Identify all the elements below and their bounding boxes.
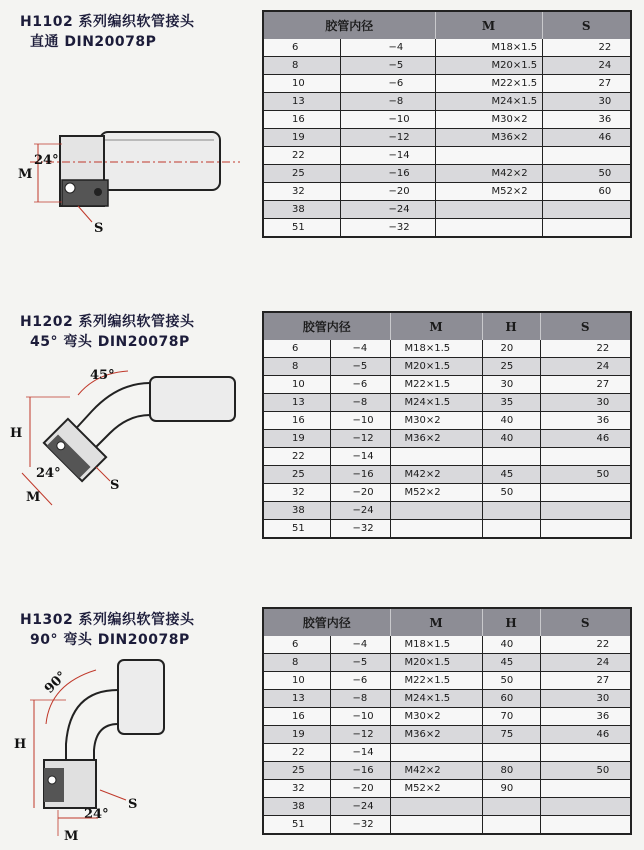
table-row bbox=[263, 57, 631, 75]
table-row bbox=[263, 502, 631, 520]
cell-s bbox=[540, 484, 631, 502]
cell-m: M24×1.5 bbox=[390, 690, 482, 708]
cell-m: M18×1.5 bbox=[390, 636, 482, 654]
cell-m bbox=[390, 520, 482, 539]
cell-bore: 19 bbox=[263, 430, 330, 448]
table-row bbox=[263, 219, 631, 238]
title-line2: 45° 弯头 DIN20078P bbox=[30, 334, 190, 350]
table-row bbox=[263, 672, 631, 690]
cell-dash: −20 bbox=[340, 183, 435, 201]
cell-bore: 10 bbox=[263, 672, 330, 690]
angle-label: 24° bbox=[84, 807, 109, 822]
cell-bore: 13 bbox=[263, 93, 340, 111]
cell-m: M22×1.5 bbox=[435, 75, 542, 93]
cell-s bbox=[540, 520, 631, 539]
cell-dash: −8 bbox=[330, 690, 390, 708]
table-row bbox=[263, 165, 631, 183]
spec-table-h1202 bbox=[262, 311, 632, 539]
cell-m: M36×2 bbox=[435, 129, 542, 147]
cell-bore: 51 bbox=[263, 520, 330, 539]
table-row bbox=[263, 636, 631, 654]
cell-dash: −4 bbox=[330, 340, 390, 358]
cell-s bbox=[540, 798, 631, 816]
cell-s: 46 bbox=[542, 129, 631, 147]
cell-dash: −5 bbox=[330, 654, 390, 672]
cell-dash: −16 bbox=[340, 165, 435, 183]
cell-m bbox=[390, 448, 482, 466]
cell-s: 46 bbox=[540, 430, 631, 448]
cell-dash: −5 bbox=[330, 358, 390, 376]
cell-h: 70 bbox=[482, 708, 540, 726]
header-hose-id: 胶管内径 bbox=[263, 608, 390, 636]
cell-dash: −12 bbox=[330, 726, 390, 744]
cell-bore: 25 bbox=[263, 466, 330, 484]
cell-h: 40 bbox=[482, 412, 540, 430]
angle-label: 24° bbox=[36, 466, 61, 481]
header-hose-id: 胶管内径 bbox=[263, 312, 390, 340]
cell-bore: 16 bbox=[263, 708, 330, 726]
cell-m: M30×2 bbox=[435, 111, 542, 129]
cell-s: 22 bbox=[540, 636, 631, 654]
cell-h bbox=[482, 816, 540, 835]
cell-dash: −10 bbox=[330, 708, 390, 726]
cell-m: M42×2 bbox=[390, 466, 482, 484]
cell-h: 60 bbox=[482, 690, 540, 708]
cell-bore: 22 bbox=[263, 448, 330, 466]
cell-h bbox=[482, 448, 540, 466]
elbow-45-fitting-drawing bbox=[0, 355, 255, 525]
cell-dash: −8 bbox=[340, 93, 435, 111]
cell-dash: −20 bbox=[330, 484, 390, 502]
cell-dash: −32 bbox=[340, 219, 435, 238]
spec-table-h1102 bbox=[262, 10, 632, 238]
cell-dash: −10 bbox=[340, 111, 435, 129]
dim-s-label: S bbox=[128, 797, 138, 812]
cell-m: M42×2 bbox=[390, 762, 482, 780]
table-row bbox=[263, 690, 631, 708]
cell-dash: −14 bbox=[330, 448, 390, 466]
header-hose-id: 胶管内径 bbox=[263, 11, 435, 39]
cell-h bbox=[482, 798, 540, 816]
elbow-90-fitting-drawing bbox=[0, 650, 255, 845]
table-row bbox=[263, 816, 631, 835]
cell-bore: 51 bbox=[263, 219, 340, 238]
table-row bbox=[263, 358, 631, 376]
title-line2: 直通 DIN20078P bbox=[30, 34, 157, 50]
cell-m bbox=[390, 502, 482, 520]
cell-m bbox=[435, 147, 542, 165]
cell-bore: 16 bbox=[263, 412, 330, 430]
cell-s: 46 bbox=[540, 726, 631, 744]
cell-s bbox=[542, 147, 631, 165]
cell-bore: 19 bbox=[263, 726, 330, 744]
table-row bbox=[263, 93, 631, 111]
dim-s-label: S bbox=[94, 221, 104, 236]
cell-dash: −20 bbox=[330, 780, 390, 798]
table-row bbox=[263, 744, 631, 762]
header-h: H bbox=[482, 608, 540, 636]
cell-bore: 16 bbox=[263, 111, 340, 129]
cell-dash: −12 bbox=[340, 129, 435, 147]
cell-m: M18×1.5 bbox=[435, 39, 542, 57]
cell-bore: 38 bbox=[263, 502, 330, 520]
cell-m: M36×2 bbox=[390, 430, 482, 448]
table-row bbox=[263, 183, 631, 201]
cell-m: M52×2 bbox=[390, 780, 482, 798]
cell-dash: −32 bbox=[330, 520, 390, 539]
cell-m bbox=[390, 744, 482, 762]
title-line2: 90° 弯头 DIN20078P bbox=[30, 632, 190, 648]
cell-h bbox=[482, 744, 540, 762]
table-row bbox=[263, 111, 631, 129]
cell-s: 27 bbox=[540, 672, 631, 690]
cell-m: M20×1.5 bbox=[390, 358, 482, 376]
cell-bore: 6 bbox=[263, 636, 330, 654]
cell-dash: −4 bbox=[340, 39, 435, 57]
cell-dash: −4 bbox=[330, 636, 390, 654]
cell-h: 35 bbox=[482, 394, 540, 412]
cell-bore: 8 bbox=[263, 358, 330, 376]
dim-h-label: H bbox=[10, 426, 23, 441]
cell-m: M52×2 bbox=[435, 183, 542, 201]
cell-bore: 22 bbox=[263, 147, 340, 165]
cell-m bbox=[435, 201, 542, 219]
cell-h: 50 bbox=[482, 672, 540, 690]
cell-dash: −8 bbox=[330, 394, 390, 412]
table-row bbox=[263, 430, 631, 448]
cell-h: 30 bbox=[482, 376, 540, 394]
table-row bbox=[263, 75, 631, 93]
cell-s: 50 bbox=[540, 762, 631, 780]
header-h: H bbox=[482, 312, 540, 340]
table-body bbox=[263, 340, 631, 538]
cell-m bbox=[390, 816, 482, 835]
cell-m: M42×2 bbox=[435, 165, 542, 183]
section-title bbox=[20, 312, 195, 352]
cell-h: 45 bbox=[482, 654, 540, 672]
cell-s: 24 bbox=[540, 654, 631, 672]
cell-m: M24×1.5 bbox=[390, 394, 482, 412]
cell-s: 36 bbox=[540, 412, 631, 430]
angle-top-label: 45° bbox=[90, 368, 115, 383]
cell-s: 27 bbox=[542, 75, 631, 93]
table-row bbox=[263, 147, 631, 165]
cell-dash: −14 bbox=[330, 744, 390, 762]
cell-m: M24×1.5 bbox=[435, 93, 542, 111]
dim-s-label: S bbox=[110, 478, 120, 493]
cell-s bbox=[540, 448, 631, 466]
section-title bbox=[20, 12, 195, 52]
cell-s: 22 bbox=[540, 340, 631, 358]
cell-bore: 6 bbox=[263, 39, 340, 57]
cell-s: 50 bbox=[542, 165, 631, 183]
cell-m bbox=[390, 798, 482, 816]
cell-dash: −24 bbox=[340, 201, 435, 219]
cell-bore: 13 bbox=[263, 394, 330, 412]
cell-m: M22×1.5 bbox=[390, 376, 482, 394]
cell-dash: −12 bbox=[330, 430, 390, 448]
table-row bbox=[263, 520, 631, 539]
cell-m: M30×2 bbox=[390, 412, 482, 430]
header-s: S bbox=[540, 312, 631, 340]
cell-dash: −10 bbox=[330, 412, 390, 430]
cell-h: 80 bbox=[482, 762, 540, 780]
angle-label: 24° bbox=[34, 153, 59, 168]
cell-m: M30×2 bbox=[390, 708, 482, 726]
dim-h-label: H bbox=[14, 737, 27, 752]
table-row bbox=[263, 654, 631, 672]
table-row bbox=[263, 798, 631, 816]
cell-h: 90 bbox=[482, 780, 540, 798]
table-row bbox=[263, 484, 631, 502]
cell-bore: 8 bbox=[263, 57, 340, 75]
cell-s: 36 bbox=[542, 111, 631, 129]
cell-m: M52×2 bbox=[390, 484, 482, 502]
cell-bore: 10 bbox=[263, 75, 340, 93]
cell-m: M22×1.5 bbox=[390, 672, 482, 690]
cell-dash: −6 bbox=[340, 75, 435, 93]
cell-s: 50 bbox=[540, 466, 631, 484]
cell-h: 50 bbox=[482, 484, 540, 502]
title-line1: H1202 系列编织软管接头 bbox=[20, 314, 195, 330]
header-s: S bbox=[542, 11, 631, 39]
title-line1: H1102 系列编织软管接头 bbox=[20, 14, 195, 30]
cell-bore: 22 bbox=[263, 744, 330, 762]
cell-dash: −32 bbox=[330, 816, 390, 835]
cell-dash: −16 bbox=[330, 466, 390, 484]
table-body bbox=[263, 39, 631, 237]
cell-h: 40 bbox=[482, 430, 540, 448]
table-row bbox=[263, 726, 631, 744]
cell-dash: −24 bbox=[330, 502, 390, 520]
dim-m-label: M bbox=[18, 167, 33, 182]
table-row bbox=[263, 708, 631, 726]
header-m: M bbox=[390, 312, 482, 340]
cell-bore: 13 bbox=[263, 690, 330, 708]
cell-s: 30 bbox=[542, 93, 631, 111]
straight-fitting-drawing bbox=[0, 110, 255, 250]
angle-top-label: 90° bbox=[41, 668, 70, 697]
cell-bore: 38 bbox=[263, 798, 330, 816]
table-row bbox=[263, 129, 631, 147]
cell-s bbox=[540, 780, 631, 798]
title-line1: H1302 系列编织软管接头 bbox=[20, 612, 195, 628]
cell-bore: 25 bbox=[263, 762, 330, 780]
cell-s: 24 bbox=[542, 57, 631, 75]
cell-bore: 32 bbox=[263, 183, 340, 201]
cell-s: 24 bbox=[540, 358, 631, 376]
table-row bbox=[263, 762, 631, 780]
cell-s bbox=[542, 219, 631, 238]
cell-s bbox=[540, 816, 631, 835]
cell-m: M20×1.5 bbox=[390, 654, 482, 672]
spec-table-h1302 bbox=[262, 607, 632, 835]
cell-bore: 32 bbox=[263, 780, 330, 798]
cell-m: M36×2 bbox=[390, 726, 482, 744]
cell-bore: 51 bbox=[263, 816, 330, 835]
cell-bore: 8 bbox=[263, 654, 330, 672]
cell-bore: 38 bbox=[263, 201, 340, 219]
cell-bore: 6 bbox=[263, 340, 330, 358]
cell-bore: 19 bbox=[263, 129, 340, 147]
cell-m: M20×1.5 bbox=[435, 57, 542, 75]
cell-bore: 25 bbox=[263, 165, 340, 183]
cell-dash: −5 bbox=[340, 57, 435, 75]
cell-m bbox=[435, 219, 542, 238]
cell-s bbox=[542, 201, 631, 219]
cell-h: 40 bbox=[482, 636, 540, 654]
dim-m-label: M bbox=[64, 829, 79, 844]
cell-s: 22 bbox=[542, 39, 631, 57]
cell-dash: −16 bbox=[330, 762, 390, 780]
cell-s: 30 bbox=[540, 690, 631, 708]
cell-s bbox=[540, 744, 631, 762]
table-row bbox=[263, 448, 631, 466]
header-s: S bbox=[540, 608, 631, 636]
cell-dash: −14 bbox=[340, 147, 435, 165]
cell-s: 27 bbox=[540, 376, 631, 394]
table-row bbox=[263, 340, 631, 358]
table-row bbox=[263, 201, 631, 219]
table-row bbox=[263, 39, 631, 57]
table-body bbox=[263, 636, 631, 834]
table-row bbox=[263, 412, 631, 430]
cell-bore: 10 bbox=[263, 376, 330, 394]
cell-dash: −6 bbox=[330, 672, 390, 690]
cell-dash: −6 bbox=[330, 376, 390, 394]
cell-s: 60 bbox=[542, 183, 631, 201]
cell-h: 75 bbox=[482, 726, 540, 744]
header-m: M bbox=[390, 608, 482, 636]
cell-dash: −24 bbox=[330, 798, 390, 816]
cell-h bbox=[482, 520, 540, 539]
cell-bore: 32 bbox=[263, 484, 330, 502]
section-title bbox=[20, 610, 195, 650]
cell-s bbox=[540, 502, 631, 520]
header-m: M bbox=[435, 11, 542, 39]
cell-s: 36 bbox=[540, 708, 631, 726]
cell-h bbox=[482, 502, 540, 520]
dim-m-label: M bbox=[26, 490, 41, 505]
table-row bbox=[263, 376, 631, 394]
cell-s: 30 bbox=[540, 394, 631, 412]
table-row bbox=[263, 394, 631, 412]
cell-h: 20 bbox=[482, 340, 540, 358]
table-row bbox=[263, 466, 631, 484]
cell-m: M18×1.5 bbox=[390, 340, 482, 358]
table-row bbox=[263, 780, 631, 798]
cell-h: 45 bbox=[482, 466, 540, 484]
cell-h: 25 bbox=[482, 358, 540, 376]
